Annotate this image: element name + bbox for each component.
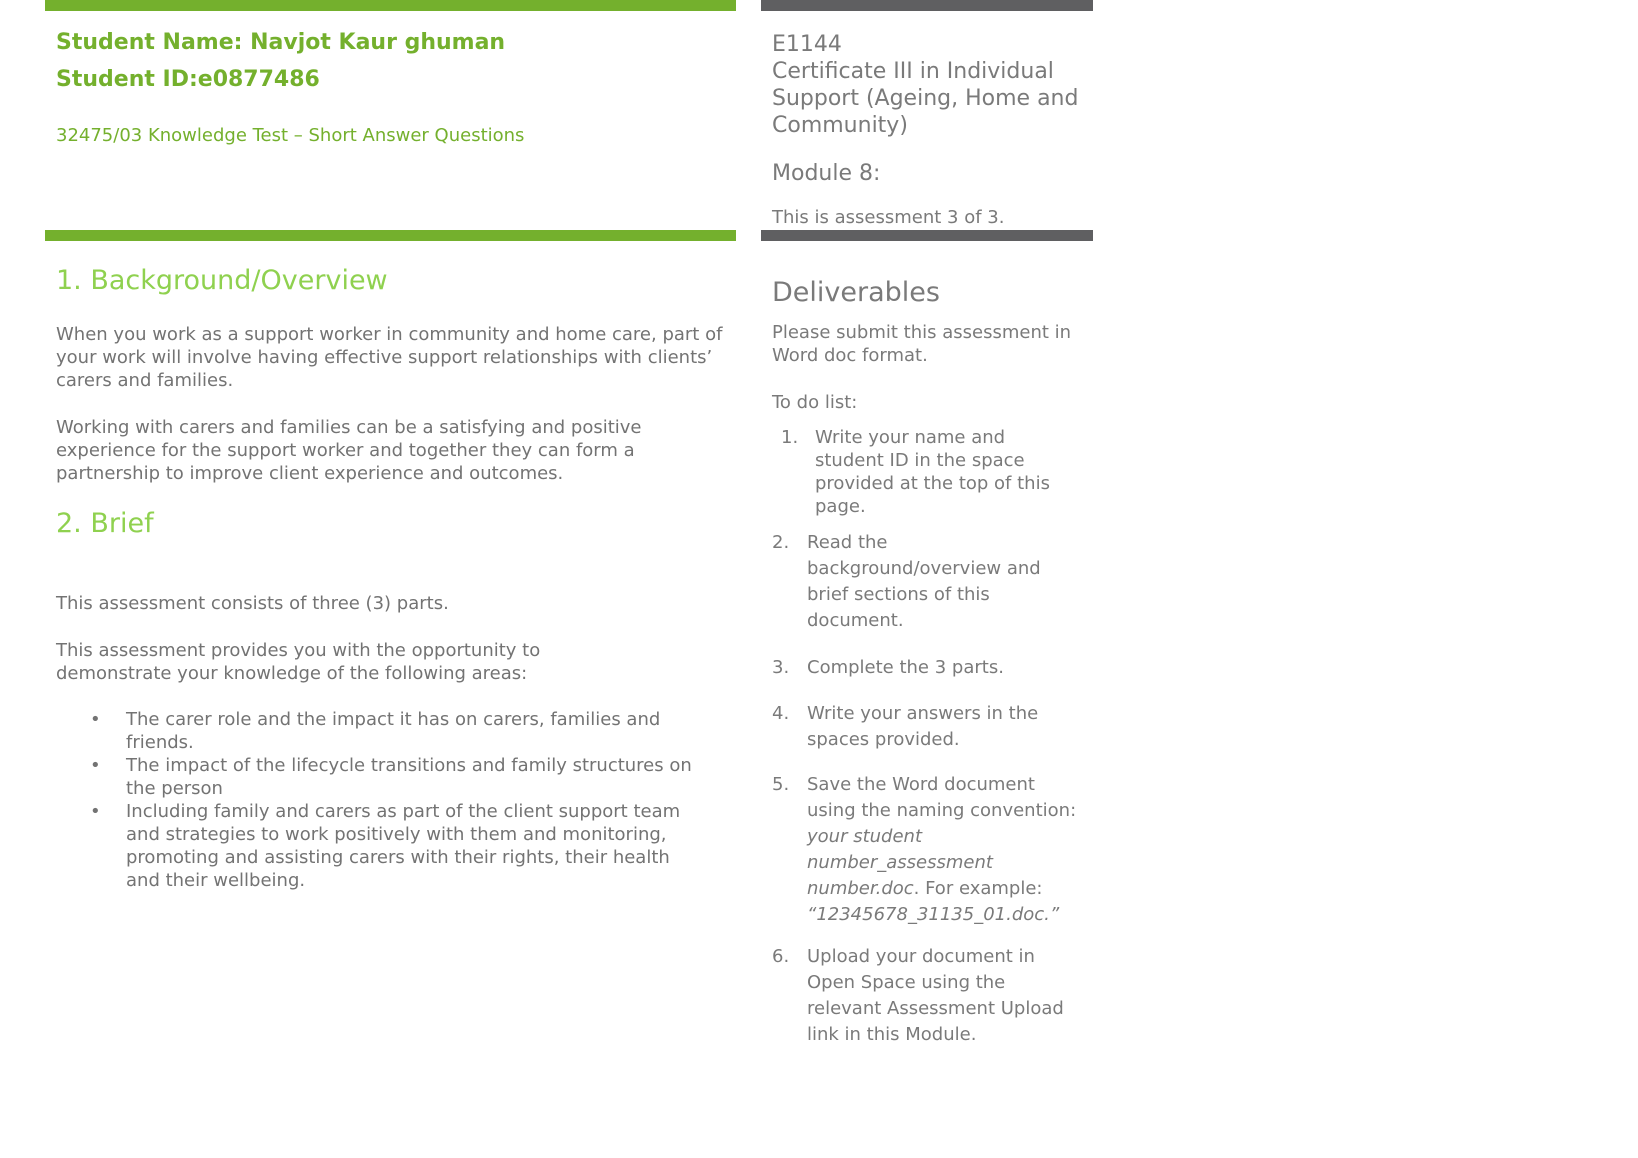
mid-green-bar [45, 230, 736, 241]
student-name: Student Name: Navjot Kaur ghuman [56, 30, 506, 55]
deliverables-heading: Deliverables [772, 277, 940, 308]
todo-label: To do list: [772, 392, 858, 413]
student-id: Student ID:e0877486 [56, 67, 320, 92]
list-item: • The carer role and the impact it has on carers, families and friends. [90, 709, 661, 753]
todo-item-4: 4. Write your answers in the spaces provided. [772, 703, 1039, 750]
course-info [772, 31, 1082, 139]
mid-grey-bar [761, 230, 1093, 241]
course-code: E1144 [772, 32, 842, 57]
background-paragraph-1: When you work as a support worker in community and home care, part of your work will involve having effective support relationships with clients’ carers and families. [56, 324, 723, 391]
test-title: 32475/03 Knowledge Test – Short Answer Questions [56, 125, 525, 146]
brief-bullet-list [56, 708, 726, 892]
module-label: Module 8: [772, 161, 881, 186]
brief-paragraph-1: This assessment consists of three (3) parts. [56, 593, 449, 614]
list-item: • Including family and carers as part of the client support team and strategies to work positively with them and monitoring, promoting and assisting carers with their rights, their health and their wellbeing. [90, 801, 681, 891]
todo-item-6: 6. Upload your document in Open Space using the relevant Assessment Upload link in this Module. [772, 946, 1064, 1045]
todo-item-5: 5. Save the Word document using the naming convention: your student number_assessment number.doc. For example: “12345678_31135_01.doc.” [772, 774, 1077, 925]
course-name: Certificate III in Individual Support (Ageing, Home and Community) [772, 59, 1079, 138]
background-paragraph-2: Working with carers and families can be a satisfying and positive experience for the support worker and together they can form a partnership to improve client experience and outcomes. [56, 417, 642, 484]
todo-item-2: 2. Read the background/overview and brief sections of this document. [772, 532, 1041, 631]
todo-item-1: 1. Write your name and student ID in the space provided at the top of this page. [781, 427, 1050, 517]
deliverables-intro: Please submit this assessment in Word doc format. [772, 322, 1072, 366]
list-item: • The impact of the lifecycle transitions and family structures on the person [90, 755, 692, 799]
brief-heading: 2. Brief [56, 508, 154, 539]
brief-paragraph-2: This assessment provides you with the opportunity to demonstrate your knowledge of the following areas: [56, 640, 541, 684]
todo-item-3: 3. Complete the 3 parts. [772, 657, 1004, 678]
top-green-bar [45, 0, 736, 11]
assessment-note: This is assessment 3 of 3. [772, 207, 1005, 228]
top-grey-bar [761, 0, 1093, 11]
background-heading: 1. Background/Overview [56, 265, 388, 296]
